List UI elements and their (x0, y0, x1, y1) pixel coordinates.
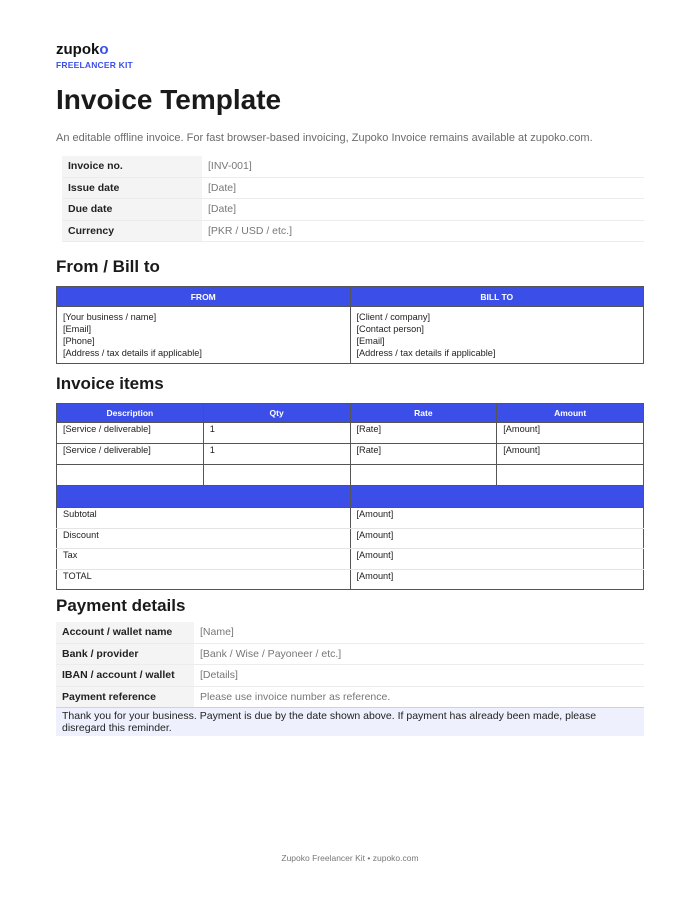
totals-band-left (57, 486, 351, 508)
from-line: [Phone] (63, 336, 95, 346)
totals-label: Tax (57, 549, 351, 570)
item-description[interactable]: [Service / deliverable] (57, 423, 204, 444)
col-header-qty: Qty (203, 404, 350, 423)
item-amount[interactable]: [Amount] (497, 423, 644, 444)
billto-line: [Contact person] (356, 324, 424, 334)
intro-text: An editable offline invoice. For fast browser-based invoicing, Zupoko Invoice remains available at zupoko.com. (56, 132, 593, 144)
item-qty[interactable]: 1 (203, 423, 350, 444)
payment-value[interactable]: [Name] (194, 622, 644, 643)
item-rate[interactable]: [Rate] (350, 444, 497, 465)
footer-separator: • (367, 853, 371, 863)
payment-row (56, 665, 644, 687)
totals-value[interactable]: [Amount] (350, 528, 644, 549)
item-row-empty (57, 465, 644, 486)
item-row (57, 423, 644, 444)
totals-value[interactable]: [Amount] (350, 549, 644, 570)
brand-kit-label: FREELANCER KIT (56, 60, 133, 70)
payment-table (56, 622, 644, 708)
party-table (56, 286, 644, 364)
item-qty[interactable] (203, 465, 350, 486)
from-line: [Address / tax details if applicable] (63, 348, 202, 358)
billto-header: BILL TO (350, 287, 644, 307)
col-header-description: Description (57, 404, 204, 423)
billto-line: [Email] (356, 336, 385, 346)
item-description[interactable] (57, 465, 204, 486)
page-title: Invoice Template (56, 84, 282, 115)
meta-row (62, 220, 644, 242)
meta-row (62, 199, 644, 221)
brand-name-accent: o (99, 41, 109, 58)
meta-value[interactable]: [PKR / USD / etc.] (202, 220, 644, 242)
payment-label: Account / wallet name (56, 622, 194, 643)
totals-row (57, 528, 644, 549)
totals-row (57, 569, 644, 590)
meta-value[interactable]: [Date] (202, 177, 644, 199)
payment-value[interactable]: [Details] (194, 665, 644, 687)
meta-value[interactable]: [Date] (202, 199, 644, 221)
payment-row (56, 643, 644, 665)
from-line: [Email] (63, 324, 92, 334)
invoice-meta-table (62, 156, 644, 242)
item-amount[interactable] (497, 465, 644, 486)
section-heading-from: From / Bill to (56, 257, 160, 276)
payment-row (56, 686, 644, 708)
col-header-amount: Amount (497, 404, 644, 423)
col-header-rate: Rate (350, 404, 497, 423)
from-line: [Your business / name] (63, 312, 157, 322)
payment-value[interactable]: Please use invoice number as reference. (194, 686, 644, 708)
meta-row (62, 177, 644, 199)
footer-site: zupoko.com (372, 853, 419, 863)
item-row (57, 444, 644, 465)
from-cell[interactable] (57, 307, 351, 364)
totals-band (57, 486, 644, 508)
billto-line: [Client / company] (356, 312, 431, 322)
section-heading-payment: Payment details (56, 596, 186, 615)
meta-label: Currency (62, 220, 202, 242)
totals-label: Discount (57, 528, 351, 549)
totals-label: Subtotal (57, 508, 351, 529)
meta-row (62, 156, 644, 177)
footer-kit-name: Zupoko Freelancer Kit (281, 853, 366, 863)
totals-row (57, 549, 644, 570)
meta-value[interactable]: [INV-001] (202, 156, 644, 177)
meta-label: Invoice no. (62, 156, 202, 177)
meta-label: Due date (62, 199, 202, 221)
totals-value[interactable]: [Amount] (350, 508, 644, 529)
item-description[interactable]: [Service / deliverable] (57, 444, 204, 465)
payment-value[interactable]: [Bank / Wise / Payoneer / etc.] (194, 643, 644, 665)
payment-label: IBAN / account / wallet (56, 665, 194, 687)
totals-row (57, 508, 644, 529)
item-qty[interactable]: 1 (203, 444, 350, 465)
thank-you-note: Thank you for your business. Payment is due by the date shown above. If payment has already been made, please disregard this reminder. (56, 707, 644, 736)
totals-band-right (350, 486, 644, 508)
billto-line: [Address / tax details if applicable] (356, 348, 496, 358)
section-heading-items: Invoice items (56, 374, 164, 393)
meta-label: Issue date (62, 177, 202, 199)
totals-value[interactable]: [Amount] (350, 569, 644, 590)
payment-row (56, 622, 644, 643)
item-rate[interactable]: [Rate] (350, 423, 497, 444)
brand-logo (56, 41, 109, 58)
brand-name-main: zupok (56, 41, 100, 58)
payment-label: Payment reference (56, 686, 194, 708)
invoice-items-table (56, 403, 644, 590)
item-rate[interactable] (350, 465, 497, 486)
item-amount[interactable]: [Amount] (497, 444, 644, 465)
from-header: FROM (57, 287, 351, 307)
totals-label: TOTAL (57, 569, 351, 590)
billto-cell[interactable] (350, 307, 644, 364)
payment-label: Bank / provider (56, 643, 194, 665)
page-footer (56, 853, 644, 863)
